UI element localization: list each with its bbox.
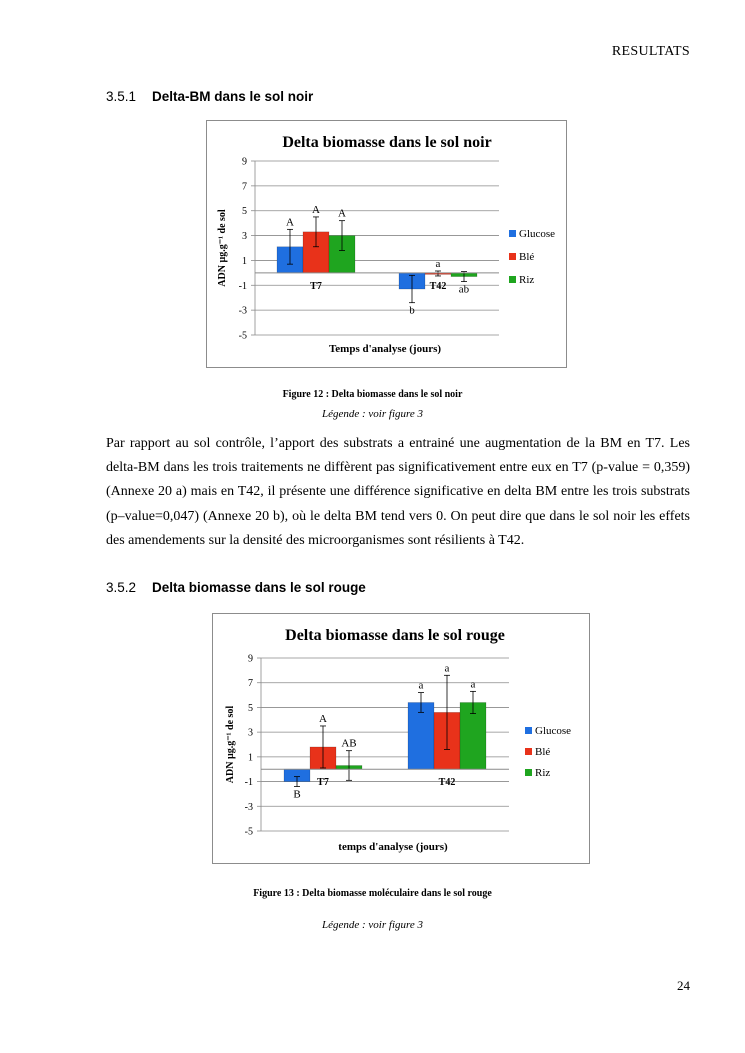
y-axis-label: ADN µg.g⁻¹ de sol [217, 209, 228, 287]
legend-swatch-riz [525, 769, 532, 776]
section-title-text: Delta-BM dans le sol noir [152, 89, 314, 104]
section-heading-3-5-1 [106, 89, 313, 104]
y-tick-label: -3 [238, 305, 247, 317]
y-tick-label: 5 [242, 206, 247, 218]
legend-swatch-glucose [525, 727, 532, 734]
x-tick-label-t7: T7 [317, 777, 329, 789]
y-tick-label: 7 [248, 678, 253, 690]
page-number: 24 [677, 978, 690, 993]
legend-label: Glucose [535, 725, 572, 737]
section-title-text: Delta biomasse dans le sol rouge [152, 580, 366, 595]
section-heading-3-5-2 [106, 580, 366, 595]
legend-swatch-glucose [509, 230, 516, 237]
y-tick-label: -5 [244, 826, 253, 838]
x-tick-label-t42: T42 [438, 777, 456, 789]
significance-letter: A [312, 203, 320, 216]
y-tick-label: 9 [242, 156, 247, 168]
section-number: 3.5.2 [106, 580, 137, 595]
figure-12-legend-note: Légende : voir figure 3 [321, 408, 423, 420]
chart-svg-rouge [213, 614, 589, 863]
significance-letter: A [338, 207, 346, 220]
legend-label: Riz [535, 767, 551, 779]
x-axis-label: Temps d'analyse (jours) [328, 343, 442, 355]
significance-letter: A [286, 216, 294, 229]
chart-title: Delta biomasse dans le sol noir [282, 134, 492, 151]
figure-13-caption: Figure 13 : Delta biomasse moléculaire dans le sol rouge [253, 888, 492, 899]
significance-letter: AB [341, 737, 357, 750]
figure-13-legend-note: Légende : voir figure 3 [321, 919, 423, 931]
y-tick-label: -1 [244, 777, 253, 789]
legend-label: Riz [519, 274, 535, 286]
legend-label: Glucose [519, 228, 556, 240]
y-axis-label: ADN µg.g⁻¹ de sol [225, 705, 236, 784]
body-paragraph: Par rapport au sol contrôle, l’apport des substrats a entrainé une augmentation de la BM en T7. Les delta-BM dans les trois traitements ne diffèrent pas significativement entre eux en T7 (p-value = 0,359) (Annexe 20 a) mais en T42, il présente une différence significative en delta BM entre les trois substrats (p–value=0,047) (Annexe 20 b), où le delta BM tend vers 0. On peut dire que dans le sol noir les effets des amendements sur la densité des microorganismes sont résilients à T42. [106, 436, 690, 548]
x-axis-label: temps d'analyse (jours) [338, 841, 448, 853]
significance-letter: a [418, 679, 424, 692]
y-tick-label: 3 [242, 231, 247, 243]
y-tick-label: -1 [238, 280, 247, 292]
significance-letter: a [470, 678, 476, 691]
legend-swatch-bl [509, 253, 516, 260]
y-tick-label: 1 [242, 255, 247, 267]
chart-svg-noir [207, 121, 566, 367]
significance-letter: A [319, 712, 327, 725]
significance-letter: b [409, 304, 415, 317]
chart-title: Delta biomasse dans le sol rouge [285, 627, 505, 644]
legend-swatch-bl [525, 748, 532, 755]
running-header: RESULTATS [611, 44, 690, 59]
figure-12-chart [206, 120, 567, 368]
legend-label: Blé [535, 746, 551, 758]
y-tick-label: 3 [248, 727, 253, 739]
legend-label: Blé [519, 251, 535, 263]
x-tick-label-t42: T42 [429, 280, 447, 292]
y-tick-label: 5 [248, 702, 253, 714]
significance-letter: a [444, 662, 450, 675]
y-tick-label: -3 [244, 801, 253, 813]
figure-12-caption: Figure 12 : Delta biomasse dans le sol noir [282, 389, 463, 400]
section-number: 3.5.1 [106, 89, 137, 104]
significance-letter: B [293, 788, 301, 801]
y-tick-label: -5 [238, 330, 247, 342]
y-tick-label: 7 [242, 181, 247, 193]
y-tick-label: 9 [248, 653, 253, 665]
significance-letter: a [435, 257, 441, 270]
significance-letter: ab [458, 283, 470, 296]
figure-13-chart [212, 613, 590, 864]
y-tick-label: 1 [248, 752, 253, 764]
legend-swatch-riz [509, 276, 516, 283]
x-tick-label-t7: T7 [310, 280, 322, 292]
